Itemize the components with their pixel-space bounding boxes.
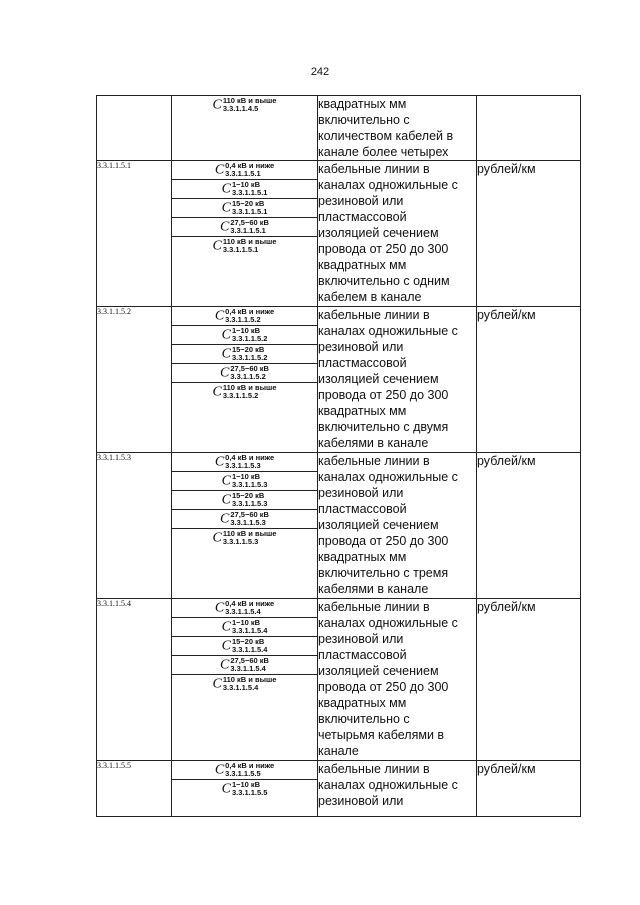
description-line: кабельные линии в <box>318 600 430 614</box>
voltage-class: 110 кВ и выше <box>222 675 277 684</box>
rate-index: 3.3.1.1.5.1 <box>225 169 261 178</box>
rate-letter: C <box>212 384 222 400</box>
description-line: каналах одножильные с <box>318 324 458 338</box>
description-cell <box>318 161 477 307</box>
voltage-class: 110 кВ и выше <box>222 529 277 538</box>
description-line: провода от 250 до 300 <box>318 242 449 256</box>
voltage-class: 1−10 кВ <box>231 472 261 481</box>
rate-symbol <box>172 675 317 693</box>
rate-symbols-cell <box>172 161 318 307</box>
table-row <box>97 307 581 453</box>
rate-letter: C <box>221 473 231 489</box>
rate-index: 3.3.1.1.5.3 <box>225 461 261 470</box>
rate-letter: C <box>221 619 231 635</box>
page-number: 242 <box>310 66 330 78</box>
description-line: кабельные линии в <box>318 162 430 176</box>
rate-index: 3.3.1.1.5.4 <box>230 664 266 673</box>
rate-letter: C <box>220 657 230 673</box>
description-line: пластмассовой <box>318 502 407 516</box>
description-cell <box>318 96 477 161</box>
voltage-class: 110 кВ и выше <box>222 383 277 392</box>
description-line: включительно с двумя <box>318 420 449 434</box>
rate-letter: C <box>214 454 225 470</box>
description-line: кабельные линии в <box>318 308 430 322</box>
voltage-class: 110 кВ и выше <box>222 237 277 246</box>
rate-symbols-cell <box>172 599 318 761</box>
voltage-class: 1−10 кВ <box>231 180 261 189</box>
voltage-class: 15−20 кВ <box>231 199 265 208</box>
rate-symbols-cell <box>172 761 318 817</box>
rate-symbol <box>172 345 317 364</box>
voltage-class: 1−10 кВ <box>231 618 261 627</box>
voltage-class: 1−10 кВ <box>231 780 261 789</box>
rate-symbol <box>172 307 317 326</box>
description-line: квадратных мм <box>318 258 407 272</box>
description-line: квадратных мм <box>318 404 407 418</box>
rate-symbol <box>172 472 317 491</box>
rate-symbols-cell <box>172 307 318 453</box>
voltage-class: 0,4 кВ и ниже <box>225 161 275 170</box>
rate-symbol <box>172 96 317 114</box>
rate-letter: C <box>220 365 230 381</box>
rate-letter: C <box>214 600 225 616</box>
voltage-class: 15−20 кВ <box>231 637 265 646</box>
unit-cell: рублей/км <box>477 161 581 307</box>
description-cell <box>318 307 477 453</box>
unit-cell: рублей/км <box>477 599 581 761</box>
rate-symbol <box>172 364 317 383</box>
description-line: каналах одножильные с <box>318 178 458 192</box>
rate-index: 3.3.1.1.5.2 <box>225 315 261 324</box>
description-line: пластмассовой <box>318 648 407 662</box>
rate-index: 3.3.1.1.5.2 <box>231 353 268 362</box>
description-cell <box>318 599 477 761</box>
description-line: изоляцией сечением <box>318 226 439 240</box>
description-line: кабельные линии в <box>318 762 430 776</box>
voltage-class: 15−20 кВ <box>231 491 265 500</box>
description-line: резиновой или <box>318 794 404 808</box>
description-line: канале <box>318 744 359 758</box>
rate-symbol <box>172 326 317 345</box>
table-row <box>97 599 581 761</box>
item-code: 3.3.1.1.5.5 <box>97 761 172 817</box>
rate-letter: C <box>212 676 222 692</box>
description-line: изоляцией сечением <box>318 372 439 386</box>
unit-cell: рублей/км <box>477 761 581 817</box>
voltage-class: 27,5−60 кВ <box>230 364 269 373</box>
table-row <box>97 453 581 599</box>
rate-symbol <box>172 599 317 618</box>
description-line: каналах одножильные с <box>318 778 458 792</box>
rate-index: 3.3.1.1.4.5 <box>222 104 259 113</box>
description-line: провода от 250 до 300 <box>318 534 449 548</box>
rate-symbol <box>172 237 317 255</box>
rate-symbol <box>172 780 317 798</box>
description-line: кабельные линии в <box>318 454 430 468</box>
voltage-class: 27,5−60 кВ <box>230 656 269 665</box>
description-line: каналах одножильные с <box>318 470 458 484</box>
description-line: включительно с одним <box>318 274 450 288</box>
voltage-class: 0,4 кВ и ниже <box>225 453 275 462</box>
rate-letter: C <box>221 327 231 343</box>
description-line: включительно с тремя <box>318 566 449 580</box>
description-line: четырьмя кабелями в <box>318 728 445 742</box>
voltage-class: 27,5−60 кВ <box>230 510 269 519</box>
description-line: канале более четырех <box>318 145 449 159</box>
description-line: квадратных мм <box>318 550 407 564</box>
description-line: резиновой или <box>318 340 404 354</box>
rate-symbol <box>172 453 317 472</box>
rate-index: 3.3.1.1.5.2 <box>222 391 259 400</box>
rate-index: 3.3.1.1.5.4 <box>225 607 261 616</box>
rate-letter: C <box>221 492 231 508</box>
unit-cell <box>477 96 581 161</box>
rate-symbol <box>172 510 317 529</box>
item-code <box>97 96 172 161</box>
rate-letter: C <box>214 162 225 178</box>
rate-symbol <box>172 199 317 218</box>
description-line: каналах одножильные с <box>318 616 458 630</box>
description-line: кабелями в канале <box>318 582 429 596</box>
description-line: включительно с <box>318 712 410 726</box>
rate-index: 3.3.1.1.5.5 <box>231 788 268 797</box>
voltage-class: 0,4 кВ и ниже <box>225 307 275 316</box>
rate-letter: C <box>212 530 222 546</box>
description-line: провода от 250 до 300 <box>318 680 449 694</box>
rate-index: 3.3.1.1.5.2 <box>230 372 266 381</box>
rate-index: 3.3.1.1.5.1 <box>231 207 268 216</box>
rate-symbol <box>172 656 317 675</box>
rate-letter: C <box>221 781 231 797</box>
tariff-table <box>96 95 581 817</box>
rate-letter: C <box>221 638 231 654</box>
rate-symbol <box>172 218 317 237</box>
rate-letter: C <box>221 181 231 197</box>
item-code: 3.3.1.1.5.1 <box>97 161 172 307</box>
voltage-class: 0,4 кВ и ниже <box>225 599 275 608</box>
rate-symbol <box>172 618 317 637</box>
rate-index: 3.3.1.1.5.4 <box>231 645 268 654</box>
description-line: кабелем в канале <box>318 290 422 304</box>
rate-index: 3.3.1.1.5.3 <box>231 480 268 489</box>
voltage-class: 110 кВ и выше <box>222 96 277 105</box>
rate-symbol <box>172 491 317 510</box>
rate-symbol <box>172 180 317 199</box>
voltage-class: 1−10 кВ <box>231 326 261 335</box>
description-line: изоляцией сечением <box>318 664 439 678</box>
description-line: пластмассовой <box>318 356 407 370</box>
item-code: 3.3.1.1.5.4 <box>97 599 172 761</box>
unit-cell: рублей/км <box>477 307 581 453</box>
rate-symbol <box>172 383 317 401</box>
table-row <box>97 96 581 161</box>
table-row <box>97 761 581 817</box>
voltage-class: 27,5−60 кВ <box>230 218 269 227</box>
rate-index: 3.3.1.1.5.1 <box>222 245 259 254</box>
table-row <box>97 161 581 307</box>
description-line: кабелями в канале <box>318 436 429 450</box>
rate-symbols-cell <box>172 96 318 161</box>
voltage-class: 15−20 кВ <box>231 345 265 354</box>
description-line: резиновой или <box>318 194 404 208</box>
item-code: 3.3.1.1.5.3 <box>97 453 172 599</box>
rate-symbol <box>172 761 317 780</box>
description-line: квадратных мм <box>318 97 407 111</box>
rate-index: 3.3.1.1.5.3 <box>231 499 268 508</box>
rate-letter: C <box>212 97 222 113</box>
description-cell <box>318 761 477 817</box>
rate-letter: C <box>220 219 230 235</box>
rate-letter: C <box>221 346 231 362</box>
rate-letter: C <box>214 308 225 324</box>
description-line: резиновой или <box>318 632 404 646</box>
description-line: резиновой или <box>318 486 404 500</box>
description-cell <box>318 453 477 599</box>
unit-cell: рублей/км <box>477 453 581 599</box>
rate-symbol <box>172 637 317 656</box>
rate-symbols-cell <box>172 453 318 599</box>
description-line: включительно с <box>318 113 410 127</box>
rate-letter: C <box>212 238 222 254</box>
rate-index: 3.3.1.1.5.1 <box>230 226 266 235</box>
rate-index: 3.3.1.1.5.5 <box>225 769 261 778</box>
rate-index: 3.3.1.1.5.1 <box>231 188 268 197</box>
voltage-class: 0,4 кВ и ниже <box>225 761 275 770</box>
rate-index: 3.3.1.1.5.3 <box>222 537 259 546</box>
item-code: 3.3.1.1.5.2 <box>97 307 172 453</box>
rate-index: 3.3.1.1.5.2 <box>231 334 268 343</box>
description-line: изоляцией сечением <box>318 518 439 532</box>
rate-symbol <box>172 161 317 180</box>
rate-index: 3.3.1.1.5.4 <box>231 626 268 635</box>
rate-index: 3.3.1.1.5.3 <box>230 518 266 527</box>
rate-letter: C <box>220 511 230 527</box>
description-line: провода от 250 до 300 <box>318 388 449 402</box>
description-line: количеством кабелей в <box>318 129 454 143</box>
description-line: пластмассовой <box>318 210 407 224</box>
rate-letter: C <box>221 200 231 216</box>
description-line: квадратных мм <box>318 696 407 710</box>
rate-index: 3.3.1.1.5.4 <box>222 683 259 692</box>
rate-letter: C <box>214 762 225 778</box>
rate-symbol <box>172 529 317 547</box>
